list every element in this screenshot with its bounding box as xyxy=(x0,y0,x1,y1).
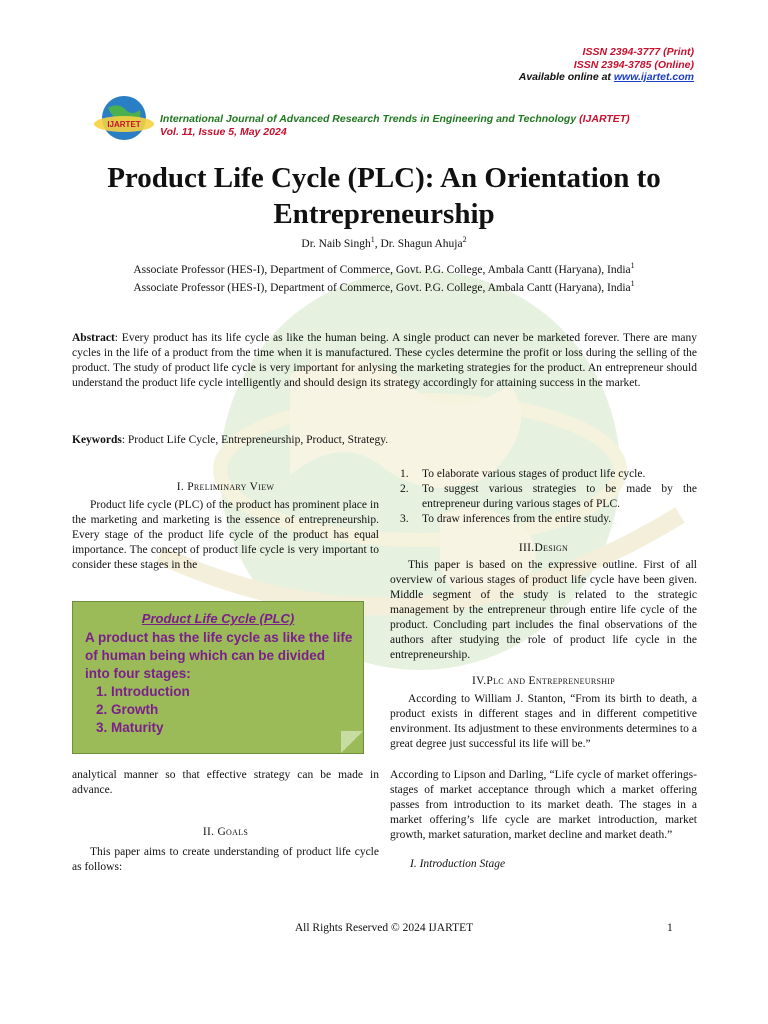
section-heading-3: III.Design xyxy=(518,542,569,554)
issn-print: ISSN 2394-3777 (Print) xyxy=(582,46,694,58)
section-1-text: Product life cycle (PLC) of the product has prominent place in the marketing and marketing is the essence of entrepreneurship. Every stage of the product life cycle of the product has equal importance. The concept of product life cycle is very important to consider these stages in the xyxy=(72,499,379,571)
section-heading-1: I. Preliminary View xyxy=(176,481,275,493)
section-1-text-continued: analytical manner so that effective strategy can be made in advance. xyxy=(72,769,379,796)
journal-logo xyxy=(92,94,156,144)
list-item: 1. To elaborate various stages of product life cycle. xyxy=(400,468,646,480)
page-number: 1 xyxy=(667,922,673,934)
page-curl-corner xyxy=(341,731,363,753)
copyright-footer: All Rights Reserved © 2024 IJARTET xyxy=(294,922,474,934)
list-item: 2. To suggest various strategies to be made by the entrepreneur during various stages of PLC. xyxy=(400,483,697,510)
author-list: Dr. Naib Singh$^1$, Dr. Shagun Ahuja$^2$ xyxy=(301,235,467,250)
callout-stage-item: 1. Introduction xyxy=(111,683,363,701)
callout-stage-item: 2. Growth xyxy=(111,701,363,719)
journal-abbr: (IJARTET) xyxy=(579,113,630,125)
list-item: 3. To draw inferences from the entire study. xyxy=(400,513,612,525)
issn-online: ISSN 2394-3785 (Online) xyxy=(573,58,694,71)
affiliation-1: Associate Professor (HES-I), Department of Commerce, Govt. P.G. College, Ambala Cantt (Haryana), India$^1$ xyxy=(133,261,635,276)
author-2: Dr. Shagun Ahuja xyxy=(380,237,463,250)
callout-title: Product Life Cycle (PLC) xyxy=(141,611,295,626)
journal-website-link[interactable]: www.ijartet.com xyxy=(613,71,694,83)
abstract: Abstract: Every product has its life cycle as like the human being. A single product can never be marketed forever. There are many cycles in the life of a product from the time when it is manufactured. These cycles determine the profit or loss during the selling of the product. The study of product life cycle is very important for anlysing the marketing strategies for the product. An entrepreneur should understand the product life cycle intelligently and should design its strategy accordingly for attaining success in the market. xyxy=(72,332,697,389)
logo-text: IJARTET xyxy=(107,120,141,129)
section-4-text: According to William J. Stanton, “From its birth to death, a product exists in different stages and in different competitive environment. Its adjustment to these environments determines to a great degree just successful its life will be.” xyxy=(390,693,697,750)
callout-text: A product has the life cycle as like the life of human being which can be divided into four stages: xyxy=(85,630,353,681)
section-heading-4: IV.Plc and Entrepreneurship xyxy=(471,675,616,687)
available-label: Available online at xyxy=(518,71,614,83)
section-2-text: This paper aims to create understanding of product life cycle as follows: xyxy=(72,846,379,873)
callout-stage-list xyxy=(73,683,363,737)
goals-list-container xyxy=(390,467,697,527)
paper-title: Product Life Cycle (PLC): An Orientation to Entrepreneurship xyxy=(107,162,661,230)
section-4-text-2: According to Lipson and Darling, “Life cycle of market offerings-stages of market acceptance through which a market offering passes from introduction to its market death. The stages in a market offering’s life cycle are market introduction, market growth, market saturation, market decline and market death.” xyxy=(390,769,697,841)
affiliation-2: Associate Professor (HES-I), Department of Commerce, Govt. P.G. College, Ambala Cantt (Haryana), India$^1$ xyxy=(133,279,635,294)
section-heading-2: II. Goals xyxy=(202,826,249,838)
keywords: Keywords: Product Life Cycle, Entrepreneurship, Product, Strategy. xyxy=(72,434,389,446)
journal-name: International Journal of Advanced Research Trends in Engineering and Technology (IJARTET) xyxy=(160,113,630,125)
goals-list xyxy=(390,467,697,527)
plc-callout-box xyxy=(72,601,364,754)
volume-issue: Vol. 11, Issue 5, May 2024 xyxy=(160,126,287,138)
section-3-text: This paper is based on the expressive outline. First of all overview of various stages of product life cycle have been given. Middle segment of the study is related to the strategic management by the entrepreneur through entire life cycle of the product. Concluding part includes the final observations of the authors after studying the role of product life cycle in the entrepreneurship. xyxy=(390,559,697,661)
subsection-heading: I. Introduction Stage xyxy=(410,858,506,870)
callout-stage-item: 3. Maturity xyxy=(111,719,363,737)
author-1: Dr. Naib Singh xyxy=(301,237,371,250)
